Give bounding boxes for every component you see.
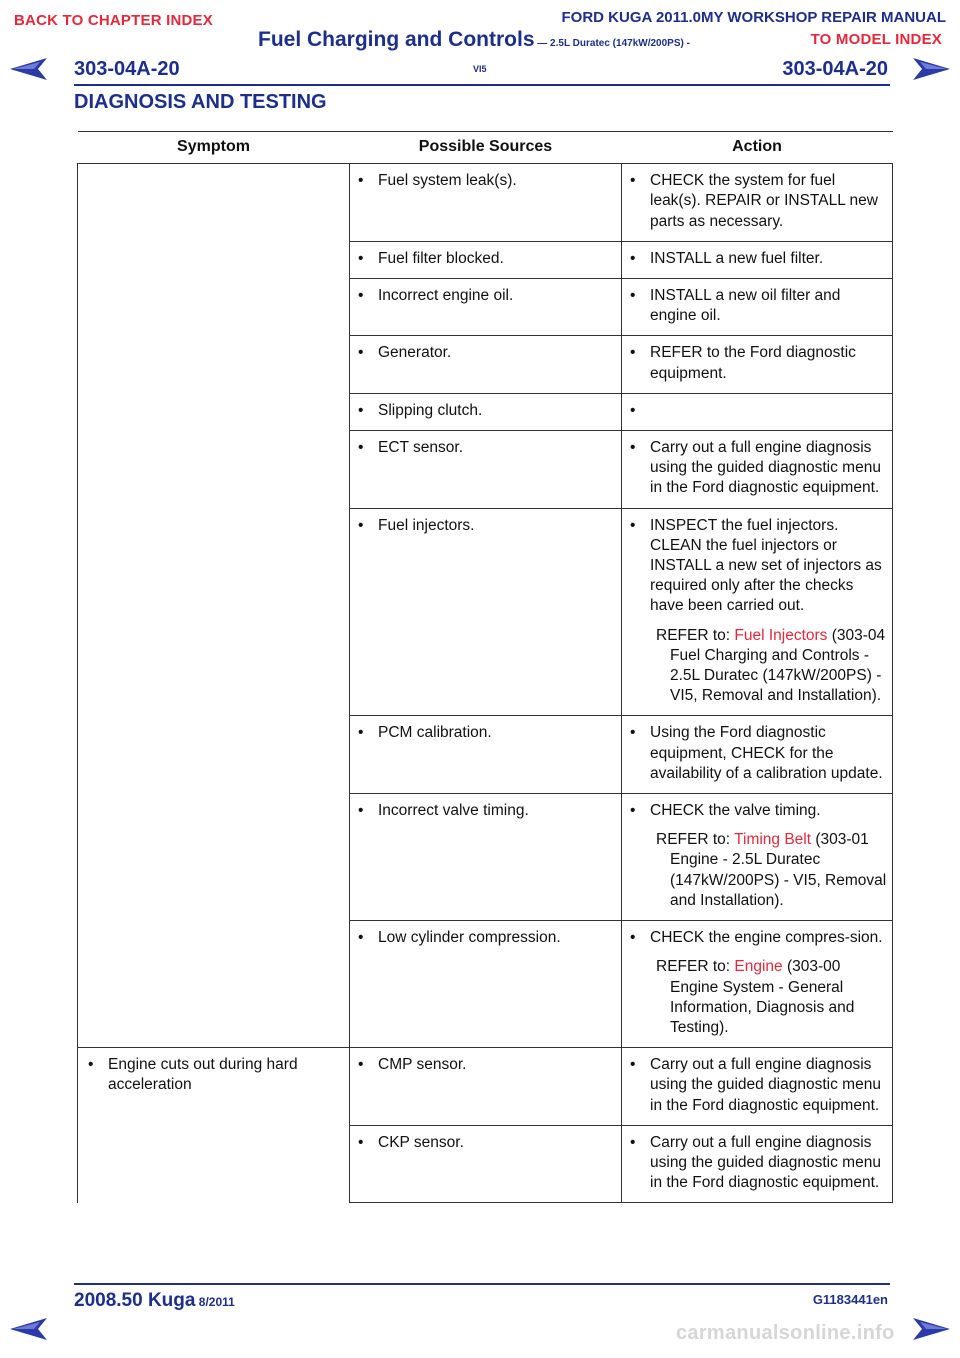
action-cell: [622, 1048, 893, 1126]
source-text: • Incorrect valve timing.: [356, 801, 617, 821]
page-heading: DIAGNOSIS AND TESTING: [74, 91, 327, 113]
source-cell: [350, 164, 622, 242]
source-cell: [350, 1125, 622, 1203]
timing-belt-link[interactable]: Timing Belt: [734, 831, 812, 849]
column-header-symptom: Symptom: [78, 132, 350, 164]
section-title: [258, 28, 690, 52]
action-text: • INSPECT the fuel injectors. CLEAN the fuel injectors or INSTALL a new set of injectors as required only after the checks have been carried out.: [628, 516, 888, 617]
refer-prefix: REFER to:: [656, 831, 735, 849]
symptom-cell: [78, 1048, 350, 1203]
column-header-action: Action: [622, 132, 893, 164]
source-text: • Incorrect engine oil.: [356, 286, 617, 306]
arrow-left-icon[interactable]: [10, 1318, 48, 1345]
action-cell: [622, 279, 893, 336]
refer-to-note: [628, 957, 888, 1038]
action-text: • Carry out a full engine diagnosis using the guided diagnostic menu in the Ford diagnostic equipment.: [628, 1055, 888, 1116]
source-cell: [350, 794, 622, 921]
source-text: • Generator.: [356, 343, 617, 363]
section-subtitle: — 2.5L Duratec (147kW/200PS) -: [534, 38, 690, 49]
source-cell: [350, 1048, 622, 1126]
action-text: • INSTALL a new oil filter and engine oil.: [628, 286, 888, 326]
source-cell: [350, 336, 622, 393]
action-text: • Carry out a full engine diagnosis using the guided diagnostic menu in the Ford diagnostic equipment.: [628, 1133, 888, 1194]
to-model-index-link[interactable]: TO MODEL INDEX: [810, 31, 942, 48]
page-number-right: 303-04A-20: [782, 58, 888, 80]
action-cell: [622, 393, 893, 430]
action-cell: [622, 921, 893, 1048]
source-cell: [350, 716, 622, 794]
footer-model: [74, 1290, 235, 1312]
action-cell: [622, 241, 893, 278]
source-text: • Fuel injectors.: [356, 516, 617, 536]
table-header-row: [78, 132, 893, 164]
document-code: G1183441en: [812, 1292, 888, 1307]
action-cell: [622, 716, 893, 794]
arrow-left-icon[interactable]: [10, 58, 48, 85]
refer-prefix: REFER to:: [656, 958, 735, 976]
source-cell: [350, 279, 622, 336]
symptom-cell: [78, 164, 350, 1048]
diagnosis-table: [77, 131, 893, 1203]
source-text: • ECT sensor.: [356, 438, 617, 458]
watermark: carmanualsonline.info: [676, 1322, 895, 1344]
engine-link[interactable]: Engine: [734, 958, 783, 976]
source-cell: [350, 921, 622, 1048]
action-cell: [622, 431, 893, 509]
action-text: • REFER to the Ford diagnostic equipment.: [628, 343, 888, 383]
refer-suffix: (303-01 Engine - 2.5L Duratec (147kW/200PS) - VI5, Removal and Installation).: [670, 831, 887, 909]
source-cell: [350, 508, 622, 716]
refer-suffix: (303-04 Fuel Charging and Controls - 2.5L Duratec (147kW/200PS) - VI5, Removal and Installation).: [670, 626, 886, 705]
action-cell: [622, 508, 893, 716]
column-header-possible-sources: Possible Sources: [350, 132, 622, 164]
manual-title: FORD KUGA 2011.0MY WORKSHOP REPAIR MANUAL: [561, 9, 946, 26]
source-text: • Slipping clutch.: [356, 401, 617, 421]
action-cell: [622, 164, 893, 242]
action-cell: [622, 336, 893, 393]
action-text: • CHECK the system for fuel leak(s). REPAIR or INSTALL new parts as necessary.: [628, 171, 888, 232]
footer-model-name: 2008.50 Kuga: [74, 1290, 196, 1311]
header-rule: [74, 84, 890, 86]
refer-prefix: REFER to:: [656, 626, 735, 644]
source-cell: [350, 393, 622, 430]
refer-to-note: [628, 626, 888, 707]
variant-label: VI5: [473, 64, 487, 74]
action-text: [628, 401, 888, 421]
action-text: • INSTALL a new fuel filter.: [628, 249, 888, 269]
footer-date: 8/2011: [195, 1295, 235, 1309]
action-text: • CHECK the valve timing.: [628, 801, 888, 821]
table-row: [78, 1048, 893, 1126]
back-to-chapter-index-link[interactable]: BACK TO CHAPTER INDEX: [14, 12, 213, 29]
action-cell: [622, 1125, 893, 1203]
section-title-text: Fuel Charging and Controls: [258, 28, 535, 51]
source-text: • CKP sensor.: [356, 1133, 617, 1153]
source-text: • Fuel system leak(s).: [356, 171, 617, 191]
symptom-text: • Engine cuts out during hard acceleration: [86, 1055, 345, 1095]
action-text: • Carry out a full engine diagnosis using the guided diagnostic menu in the Ford diagnostic equipment.: [628, 438, 888, 499]
footer-rule: [74, 1283, 890, 1285]
source-text: • PCM calibration.: [356, 723, 617, 743]
arrow-right-icon[interactable]: [912, 58, 950, 85]
source-cell: [350, 431, 622, 509]
source-text: • Fuel filter blocked.: [356, 249, 617, 269]
action-cell: [622, 794, 893, 921]
action-text: • Using the Ford diagnostic equipment, CHECK for the availability of a calibration update.: [628, 723, 888, 784]
source-text: • CMP sensor.: [356, 1055, 617, 1075]
fuel-injectors-link[interactable]: Fuel Injectors: [734, 626, 828, 644]
refer-suffix: (303-00 Engine System - General Information, Diagnosis and Testing).: [670, 958, 855, 1036]
source-text: • Low cylinder compression.: [356, 928, 617, 948]
action-text: • CHECK the engine compres-sion.: [628, 928, 888, 948]
refer-to-note: [628, 830, 888, 911]
arrow-right-icon[interactable]: [912, 1318, 950, 1345]
source-cell: [350, 241, 622, 278]
table-row: [78, 164, 893, 242]
page-number-left: 303-04A-20: [74, 58, 180, 80]
